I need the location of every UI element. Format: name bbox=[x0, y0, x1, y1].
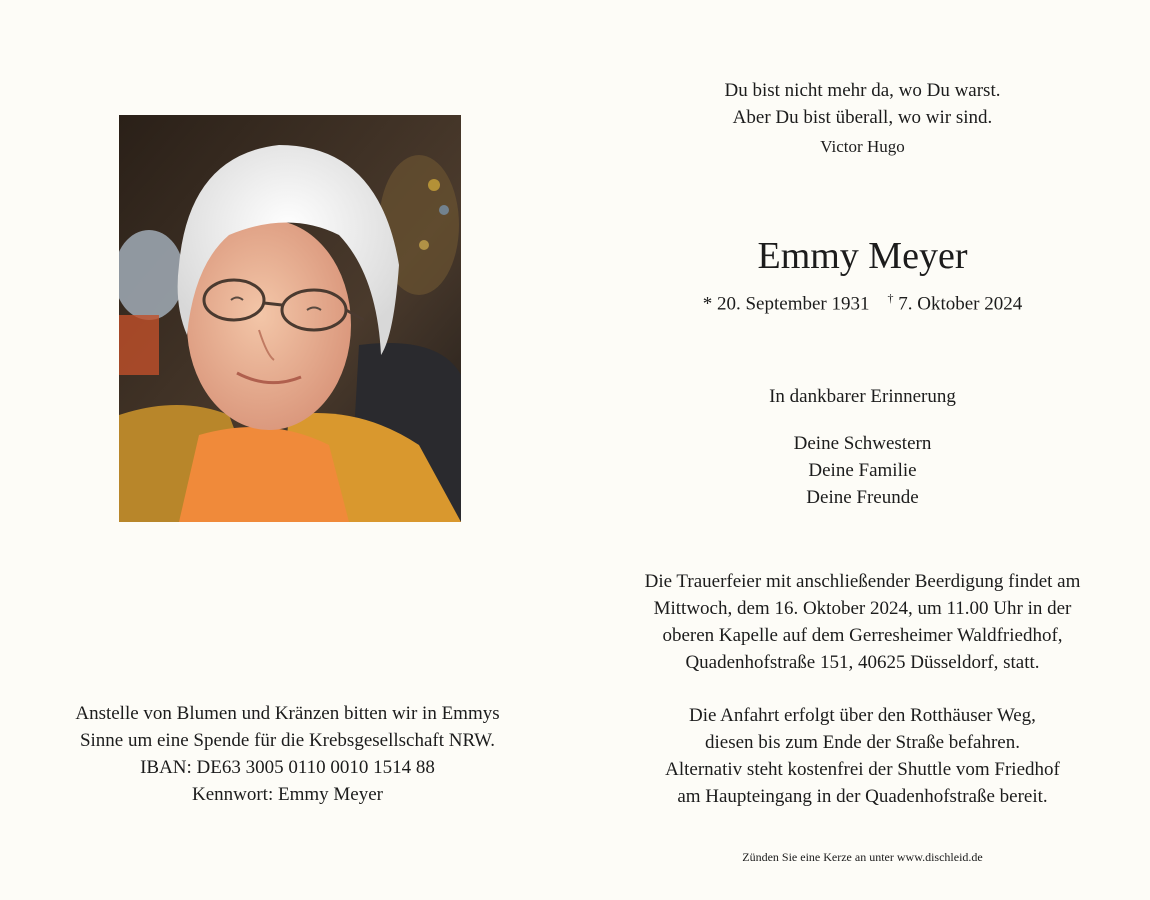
memory-heading: In dankbarer Erinnerung bbox=[769, 386, 956, 407]
birth-date: * 20. September 1931 bbox=[702, 293, 870, 315]
death-symbol: † bbox=[887, 291, 894, 305]
quote-author: Victor Hugo bbox=[820, 137, 905, 156]
signers-list bbox=[575, 430, 1150, 511]
portrait-photo bbox=[119, 115, 461, 522]
service-line: oberen Kapelle auf dem Gerresheimer Waldfriedhof, bbox=[662, 625, 1063, 646]
life-dates bbox=[575, 291, 1150, 315]
donation-notice bbox=[0, 700, 575, 808]
keyword-line: Kennwort: Emmy Meyer bbox=[191, 784, 383, 805]
directions-line: diesen bis zum Ende der Straße befahren. bbox=[705, 732, 1020, 753]
quote-line: Aber Du bist überall, wo wir sind. bbox=[732, 107, 993, 128]
directions-line: Die Anfahrt erfolgt über den Rotthäuser Weg, bbox=[689, 705, 1036, 726]
donation-line: Sinne um eine Spende für die Krebsgesellschaft NRW. bbox=[79, 730, 496, 751]
signer: Deine Freunde bbox=[806, 487, 919, 508]
directions-line: am Haupteingang in der Quadenhofstraße bereit. bbox=[677, 786, 1048, 807]
donation-line: Anstelle von Blumen und Kränzen bitten wir in Emmys bbox=[75, 703, 500, 724]
signer: Deine Schwestern bbox=[793, 433, 932, 454]
directions-notice bbox=[575, 702, 1150, 810]
signer: Deine Familie bbox=[808, 460, 917, 481]
right-page bbox=[575, 0, 1150, 900]
service-notice bbox=[575, 568, 1150, 676]
iban-line: IBAN: DE63 3005 0110 0010 1514 88 bbox=[140, 757, 435, 778]
quote-line: Du bist nicht mehr da, wo Du warst. bbox=[724, 80, 1001, 101]
service-line: Quadenhofstraße 151, 40625 Düsseldorf, statt. bbox=[685, 652, 1040, 673]
service-line: Die Trauerfeier mit anschließender Beerdigung findet am bbox=[644, 571, 1081, 592]
quote bbox=[575, 77, 1150, 131]
directions-line: Alternativ steht kostenfrei der Shuttle vom Friedhof bbox=[665, 759, 1060, 780]
deceased-name: Emmy Meyer bbox=[757, 235, 968, 277]
service-line: Mittwoch, dem 16. Oktober 2024, um 11.00 Uhr in der bbox=[653, 598, 1072, 619]
death-date: 7. Oktober 2024 bbox=[893, 293, 1023, 315]
portrait-illustration bbox=[119, 115, 461, 522]
candle-footer: Zünden Sie eine Kerze an unter www.dischleid.de bbox=[742, 850, 983, 864]
